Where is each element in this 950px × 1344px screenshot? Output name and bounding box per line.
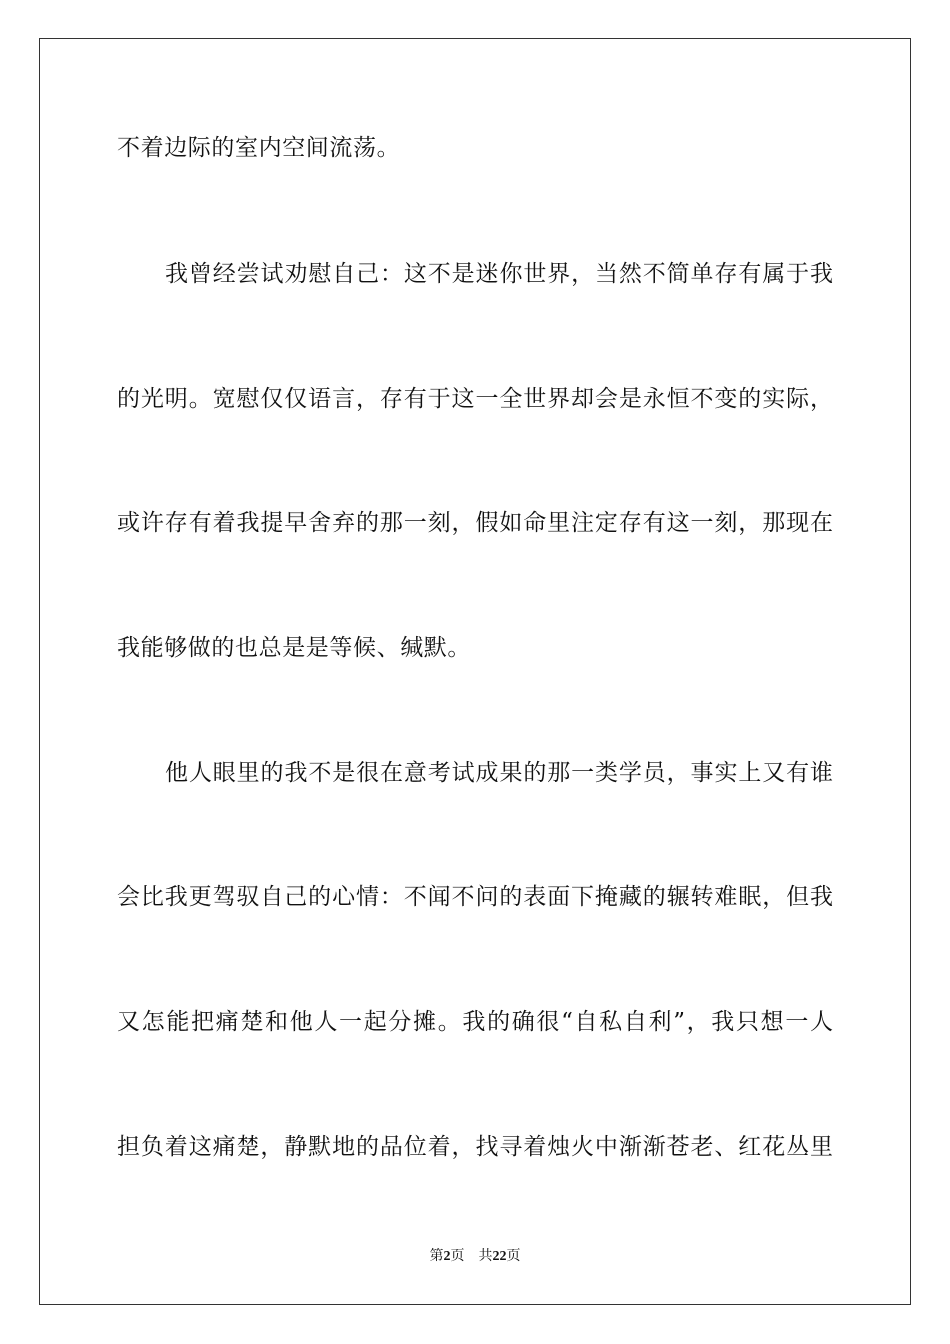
text-line: 他人眼里的我不是很在意考试成果的那一类学员，事实上又有谁 bbox=[165, 760, 833, 786]
footer-page-suffix: 页 bbox=[450, 1248, 465, 1264]
footer-total-suffix: 页 bbox=[506, 1248, 521, 1264]
text-line: 或许存有着我提早舍弃的那一刻，假如命里注定存有这一刻，那现在 bbox=[117, 510, 833, 536]
footer-page-number: 2 bbox=[443, 1249, 451, 1264]
text-line: 的光明。宽慰仅仅语言，存有于这一全世界却会是永恒不变的实际， bbox=[117, 386, 833, 412]
text-line: 又怎能把痛楚和他人一起分摊。我的确很“自私自利”，我只想一人 bbox=[117, 1009, 833, 1035]
text-line: 我能够做的也总是是等候、缄默。 bbox=[117, 635, 471, 661]
footer-total-prefix: 共 bbox=[478, 1248, 493, 1264]
page-border bbox=[39, 38, 911, 1305]
footer-total-pages: 22 bbox=[492, 1249, 507, 1264]
footer-page-prefix: 第 bbox=[429, 1248, 444, 1264]
page-footer bbox=[0, 1247, 950, 1266]
text-line: 会比我更驾驭自己的心情：不闻不问的表面下掩藏的辗转难眠，但我 bbox=[117, 884, 833, 910]
text-line: 担负着这痛楚，静默地的品位着，找寻着烛火中渐渐苍老、红花丛里 bbox=[117, 1134, 833, 1160]
text-line: 不着边际的室内空间流荡。 bbox=[117, 135, 401, 161]
text-line: 我曾经尝试劝慰自己：这不是迷你世界，当然不简单存有属于我 bbox=[165, 261, 833, 287]
